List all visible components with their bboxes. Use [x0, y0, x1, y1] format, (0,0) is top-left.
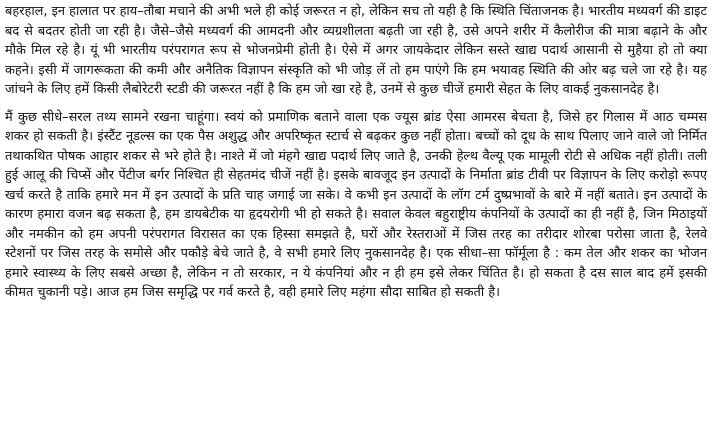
article-text: [5, 2, 707, 419]
paragraph-1: बहरहाल, इन हालात पर हाय–तौबा मचाने की अभी भले ही कोई जरूरत न हो, लेकिन सच तो यही है कि स्थिति चिंताजनक है। भारतीय मध्यवर्ग की डाइट बद से बदतर होती जा रही है। जैसे–जैसे मध्यवर्ग की आमदनी और व्यग्रशीलता बढ़ती जा रही है, उसे अपने शरीर में कैलोरीज की मात्रा बढ़ाने के और मौके मिल रहे है। यूं भी भारतीय परंपरागत रूप से भोजनप्रेमी होती है। ऐसे में अगर जायकेदार लेकिन सस्ते खाद्य पदार्थ आसानी से मुहैया हो तो क्या कहने। इसी में जागरूकता की कमी और अनैतिक विज्ञापन संस्कृति को भी जोड़ लें तो हम पाएंगे कि हम भयावह स्थिति की ओर बढ़ चले जा रहे है। यह जांचने के लिए हमें किसी लैबोरेटरी स्टडी की जरूरत नहीं है कि हम जो खा रहे है, उनमें से कुछ चीजें हमारी सेहत के लिए वाकई नुकसानदेह है।: [5, 4, 707, 97]
paragraph-2: मैं कुछ सीधे–सरल तथ्य सामने रखना चाहूंगा। स्वयं को प्रमाणिक बताने वाला एक ज्यूस ब्रांड ऐसा आमरस बेचता है, जिसे हर गिलास में आठ चम्मस शकर हो सकती है। इंस्टैंट नूडल्स का एक पैस अशुद्ध और अपरिष्कृत स्टार्च से बढ़कर कुछ नहीं होता। बच्चों को दूध के साथ पिलाए जाने वाले जो निर्मित तथाकथित पोषक आहार शकर से भरे होते है। नाश्ते में जो मंहगे खाद्य पदार्थ लिए जाते है, उनकी हेल्थ वैल्यू एक मामूली रोटी से अधिक नहीं होती। तली हुई आलू की चिप्सें और पेंटीज बर्गर निश्चित ही सेहतमंद चीजें नहीं है। इसके बावजूद इन उत्पादों के निर्माता ब्रांड टीवी पर विज्ञापन के लिए करोड़ो रूपए खर्च करते है ताकि हमारे मन में इन उत्पादों के प्रति चाह जगाई जा सके। वे कभी इन उत्पादों के लॉग टर्म दुष्प्रभावों के बारे में नहीं बताते। इन उत्पादों के कारण हमारा वजन बढ़ सकता है, हम डायबेटीक या हृदयरोगी भी हो सकते है। सवाल केवल बहुराष्ट्रीय कंपनियों के उत्पादों का ही नहीं है, जिन मिठाइयों और नमकीन को हम अपनी परंपरागत विरासत का एक हिस्सा समझते है, घरों और रेस्तराओं में जिस तरह का तरीदार शोरबा परोसा जाता है, रेलवे स्टेशनों पर जिस तरह के समोसे और पकौड़े बेचे जाते है, वे सभी हमारे लिए नुकसानदेह है। एक सीधा–सा फॉर्मूला है : कम तेल और शकर का भोजन हमारे स्वास्थ्य के लिए सबसे अच्छा है, लेकिन न तो सरकार, न ये कंपनियां और न ही हम इसे लेकर चिंतित है। हो सकता है दस साल बाद हमें इसकी कीमत चुकानी पड़े। आज हम जिस समृद्धि पर गर्व करते है, वही हमारे लिए महंगा सौदा साबित हो सकती है।: [5, 109, 707, 300]
